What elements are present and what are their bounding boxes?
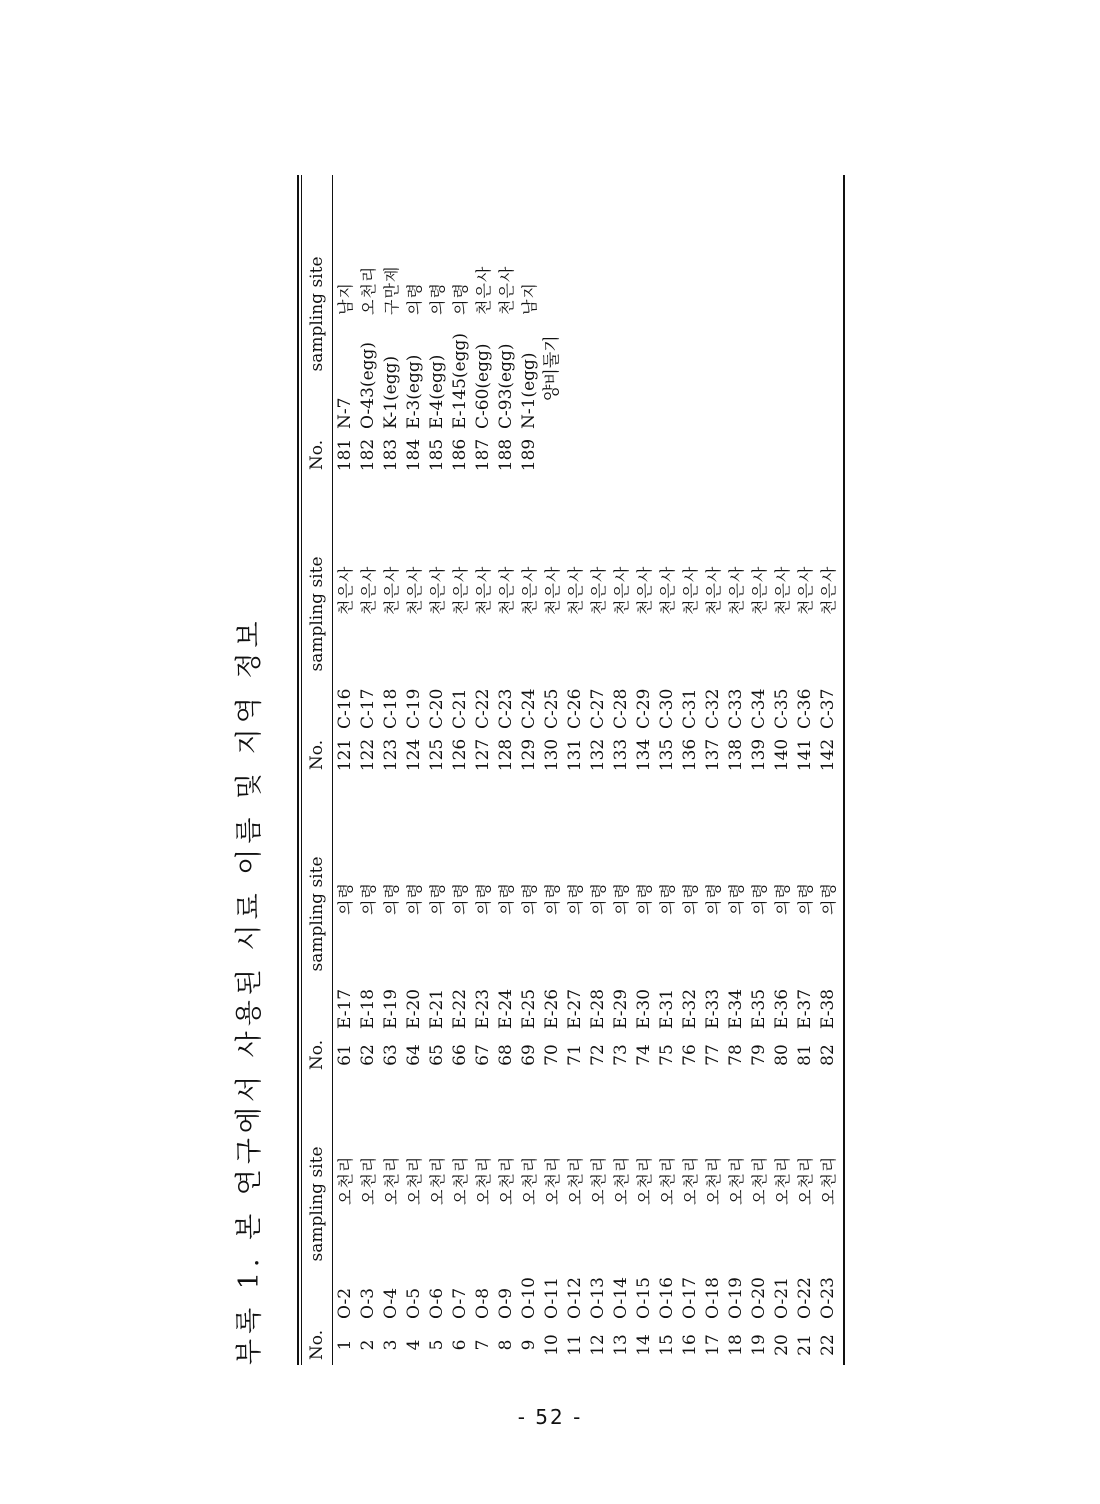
cell-no: 81 [795,1044,815,1066]
cell-no: 18 [726,1334,746,1356]
page-number: - 52 - [517,1405,583,1429]
cell-site: 오천리 [566,1155,585,1205]
cell-no: 183 [381,438,401,472]
cell-sample-code: C-22 [473,688,493,729]
cell-sample-code: C-32 [703,688,723,729]
cell-sample-code: E-24 [496,988,516,1029]
cell-site: 오천리 [451,1155,470,1205]
cell-sample-code: C-20 [427,688,447,729]
header-sampling-site: sampling site [307,1146,327,1262]
cell-sample-code: O-23 [818,1277,838,1319]
cell-site: 오천리 [474,1155,493,1205]
cell-no: 12 [588,1334,608,1356]
cell-sample-code: C-93(egg) [496,343,516,429]
cell-site: 의령 [589,882,608,915]
cell-no: 78 [726,1044,746,1066]
cell-sample-code: C-23 [496,688,516,729]
cell-no: 126 [450,738,470,772]
cell-sample-code: K-1(egg) [381,355,401,429]
cell-sample-code: E-4(egg) [427,354,447,429]
cell-no: 21 [795,1334,815,1356]
cell-site: 의령 [474,882,493,915]
cell-no: 3 [381,1339,401,1351]
cell-site: 남지 [336,282,355,315]
cell-no: 139 [749,738,769,772]
cell-no: 187 [473,438,493,472]
cell-site: 의령 [359,882,378,915]
cell-sample-code: E-30 [634,988,654,1029]
cell-sample-code: C-31 [680,688,700,729]
cell-site: 천은사 [566,565,585,615]
cell-no: 137 [703,738,723,772]
cell-site: 의령 [773,882,792,915]
cell-site: 천은사 [336,565,355,615]
cell-sample-code: O-6 [427,1287,447,1319]
cell-site: 의령 [382,882,401,915]
cell-sample-code: E-34 [726,988,746,1029]
header-no: No. [307,439,327,471]
cell-no: 189 [519,438,539,472]
cell-site: 의령 [566,882,585,915]
cell-no: 65 [427,1044,447,1066]
cell-sample-code: C-21 [450,688,470,729]
cell-sample-code: O-17 [680,1277,700,1319]
cell-site: 의령 [428,282,447,315]
cell-sample-code: E-29 [611,988,631,1029]
cell-site: 의령 [635,882,654,915]
cell-sample-code: O-12 [565,1277,585,1319]
cell-site: 천은사 [704,565,723,615]
header-sampling-site: sampling site [307,856,327,972]
cell-no: 8 [496,1339,516,1351]
cell-sample-code: O-8 [473,1287,493,1319]
cell-no: 16 [680,1334,700,1356]
cell-site: 오천리 [658,1155,677,1205]
cell-no: 22 [818,1334,838,1356]
cell-no: 69 [519,1044,539,1066]
cell-no: 185 [427,438,447,472]
cell-site: 남지 [520,282,539,315]
cell-site: 오천리 [589,1155,608,1205]
cell-no: 138 [726,738,746,772]
header-no: No. [307,739,327,771]
cell-sample-code: C-19 [404,688,424,729]
table-header-rule [332,175,333,1365]
cell-site: 의령 [520,882,539,915]
cell-no [541,435,564,475]
cell-site: 의령 [612,882,631,915]
cell-no: 131 [565,738,585,772]
cell-species-name: 양비둘기 [542,335,562,401]
cell-sample-code: C-29 [634,688,654,729]
cell-sample-code: O-11 [542,1277,562,1319]
cell-no: 182 [358,438,378,472]
cell-site: 오천리 [428,1155,447,1205]
header-no: No. [307,1039,327,1071]
cell-site: 오천리 [635,1155,654,1205]
cell-no: 134 [634,738,654,772]
cell-sample-code: C-35 [772,688,792,729]
cell-site: 오천리 [727,1155,746,1205]
cell-sample-code: E-19 [381,988,401,1029]
cell-sample-code: O-18 [703,1277,723,1319]
cell-site: 천은사 [359,565,378,615]
cell-sample-code: N-7 [335,397,355,429]
cell-no: 82 [818,1044,838,1066]
table-top-rule [297,175,299,1365]
cell-site: 의령 [405,282,424,315]
cell-site: 의령 [543,882,562,915]
cell-no: 125 [427,738,447,772]
cell-site: 의령 [727,882,746,915]
cell-no: 5 [427,1339,447,1351]
cell-site: 천은사 [428,565,447,615]
cell-site: 오천리 [612,1155,631,1205]
cell-site: 의령 [428,882,447,915]
cell-sample-code: E-33 [703,988,723,1029]
cell-sample-code: C-27 [588,688,608,729]
cell-sample-code: E-27 [565,988,585,1029]
cell-no: 15 [657,1334,677,1356]
cell-no: 184 [404,438,424,472]
cell-no: 127 [473,738,493,772]
cell-sample-code: C-30 [657,688,677,729]
cell-site: 천은사 [589,565,608,615]
cell-no: 181 [335,438,355,472]
cell-sample-code: E-20 [404,988,424,1029]
cell-site: 오천리 [405,1155,424,1205]
cell-no: 63 [381,1044,401,1066]
page-title: 부록 1. 본 연구에서 사용된 시료 이름 및 지역 정보 [234,616,265,1365]
cell-sample-code: O-15 [634,1277,654,1319]
cell-site: 오천리 [750,1155,769,1205]
cell-site: 의령 [497,882,516,915]
cell-no: 1 [335,1339,355,1351]
rotated-page-content [230,175,1100,1365]
cell-no: 66 [450,1044,470,1066]
cell-sample-code: E-31 [657,988,677,1029]
cell-sample-code: E-36 [772,988,792,1029]
cell-no: 136 [680,738,700,772]
cell-site: 천은사 [474,565,493,615]
cell-no: 128 [496,738,516,772]
cell-sample-code: O-20 [749,1277,769,1319]
cell-site: 의령 [681,882,700,915]
cell-sample-code: C-28 [611,688,631,729]
cell-no: 73 [611,1044,631,1066]
cell-no: 2 [358,1339,378,1351]
cell-site: 오천리 [704,1155,723,1205]
cell-site: 천은사 [520,565,539,615]
header-sampling-site: sampling site [307,256,327,372]
table-body [334,175,841,1365]
cell-no: 130 [542,738,562,772]
cell-site: 의령 [336,882,355,915]
cell-site: 의령 [451,882,470,915]
cell-no: 20 [772,1334,792,1356]
cell-site: 천은사 [773,565,792,615]
cell-no: 72 [588,1044,608,1066]
cell-sample-code: E-21 [427,988,447,1029]
cell-site: 천은사 [681,565,700,615]
cell-sample-code: O-4 [381,1287,401,1319]
cell-sample-code: C-34 [749,688,769,729]
cell-site: 오천리 [681,1155,700,1205]
cell-site: 오천리 [520,1155,539,1205]
cell-site: 구만제 [382,265,401,315]
cell-no: 19 [749,1334,769,1356]
cell-site: 천은사 [382,565,401,615]
cell-no: 61 [335,1044,355,1066]
cell-sample-code: C-16 [335,688,355,729]
cell-sample-code: E-145(egg) [450,332,470,429]
cell-sample-code: C-37 [818,688,838,729]
cell-no: 142 [818,738,838,772]
cell-no: 74 [634,1044,654,1066]
cell-sample-code: E-32 [680,988,700,1029]
cell-no: 124 [404,738,424,772]
cell-sample-code: E-25 [519,988,539,1029]
cell-site: 천은사 [750,565,769,615]
cell-site: 의령 [658,882,677,915]
cell-site: 오천리 [359,1155,378,1205]
header-sampling-site: sampling site [307,556,327,672]
header-no: No. [307,1329,327,1361]
cell-no: 6 [450,1339,470,1351]
cell-sample-code: E-23 [473,988,493,1029]
cell-sample-code: O-14 [611,1277,631,1319]
cell-no: 80 [772,1044,792,1066]
cell-sample-code: C-18 [381,688,401,729]
cell-site: 오천리 [773,1155,792,1205]
cell-sample-code: O-22 [795,1277,815,1319]
cell-site: 의령 [451,282,470,315]
cell-site: 천은사 [819,565,838,615]
cell-no: 11 [565,1334,585,1356]
cell-site: 천은사 [451,565,470,615]
cell-sample-code: O-16 [657,1277,677,1319]
cell-no: 123 [381,738,401,772]
cell-site: 천은사 [727,565,746,615]
cell-sample-code: O-43(egg) [358,341,378,429]
table-bottom-rule [843,175,845,1365]
cell-site: 천은사 [497,265,516,315]
cell-site [541,185,564,315]
cell-no: 75 [657,1044,677,1066]
cell-site: 천은사 [405,565,424,615]
cell-no: 64 [404,1044,424,1066]
cell-sample-code: C-24 [519,688,539,729]
cell-site: 천은사 [612,565,631,615]
cell-site: 오천리 [497,1155,516,1205]
cell-no: 62 [358,1044,378,1066]
cell-sample-code: C-60(egg) [473,343,493,429]
cell-site: 천은사 [543,565,562,615]
cell-sample-code: E-18 [358,988,378,1029]
cell-no: 121 [335,738,355,772]
cell-site: 오천리 [543,1155,562,1205]
cell-no: 9 [519,1339,539,1351]
cell-sample-code: O-21 [772,1277,792,1319]
cell-sample-code: O-19 [726,1277,746,1319]
cell-site: 오천리 [382,1155,401,1205]
cell-site: 오천리 [796,1155,815,1205]
cell-sample-code: E-3(egg) [404,354,424,429]
cell-no: 135 [657,738,677,772]
cell-sample-code: E-37 [795,988,815,1029]
cell-sample-code: O-3 [358,1287,378,1319]
cell-sample-code: N-1(egg) [519,352,539,429]
cell-site: 천은사 [635,565,654,615]
cell-sample-code: C-36 [795,688,815,729]
cell-no: 17 [703,1334,723,1356]
cell-no: 122 [358,738,378,772]
cell-sample-code: E-26 [542,988,562,1029]
sample-table [297,175,849,1365]
cell-no: 188 [496,438,516,472]
cell-sample-code: E-28 [588,988,608,1029]
cell-no: 129 [519,738,539,772]
cell-site: 오천리 [336,1155,355,1205]
cell-no: 4 [404,1339,424,1351]
cell-sample-code: O-2 [335,1287,355,1319]
cell-sample-code: E-38 [818,988,838,1029]
cell-site: 오천리 [359,265,378,315]
cell-site: 천은사 [658,565,677,615]
cell-no: 71 [565,1044,585,1066]
cell-no: 140 [772,738,792,772]
cell-no: 7 [473,1339,493,1351]
cell-no: 141 [795,738,815,772]
cell-site: 오천리 [819,1155,838,1205]
cell-no: 13 [611,1334,631,1356]
cell-sample-code: O-7 [450,1287,470,1319]
cell-site: 의령 [405,882,424,915]
cell-no: 132 [588,738,608,772]
cell-no: 79 [749,1044,769,1066]
cell-no: 68 [496,1044,516,1066]
cell-no: 77 [703,1044,723,1066]
cell-site: 의령 [704,882,723,915]
cell-sample-code: E-35 [749,988,769,1029]
cell-no: 67 [473,1044,493,1066]
cell-no: 10 [542,1334,562,1356]
cell-sample-code: O-10 [519,1277,539,1319]
cell-sample-code: C-17 [358,688,378,729]
table-top-rule-thin [301,175,302,1365]
cell-no: 186 [450,438,470,472]
cell-no: 70 [542,1044,562,1066]
cell-site: 천은사 [474,265,493,315]
cell-sample-code: O-9 [496,1287,516,1319]
cell-site: 천은사 [796,565,815,615]
cell-sample-code: C-25 [542,688,562,729]
cell-site: 의령 [819,882,838,915]
cell-no: 133 [611,738,631,772]
cell-site: 의령 [750,882,769,915]
cell-no: 14 [634,1334,654,1356]
cell-site: 천은사 [497,565,516,615]
table-header [303,175,332,1365]
cell-sample-code: E-22 [450,988,470,1029]
cell-sample-code: E-17 [335,988,355,1029]
cell-sample-code: C-26 [565,688,585,729]
cell-sample-code: O-13 [588,1277,608,1319]
cell-no: 76 [680,1044,700,1066]
cell-sample-code: O-5 [404,1287,424,1319]
cell-sample-code: C-33 [726,688,746,729]
cell-site: 의령 [796,882,815,915]
